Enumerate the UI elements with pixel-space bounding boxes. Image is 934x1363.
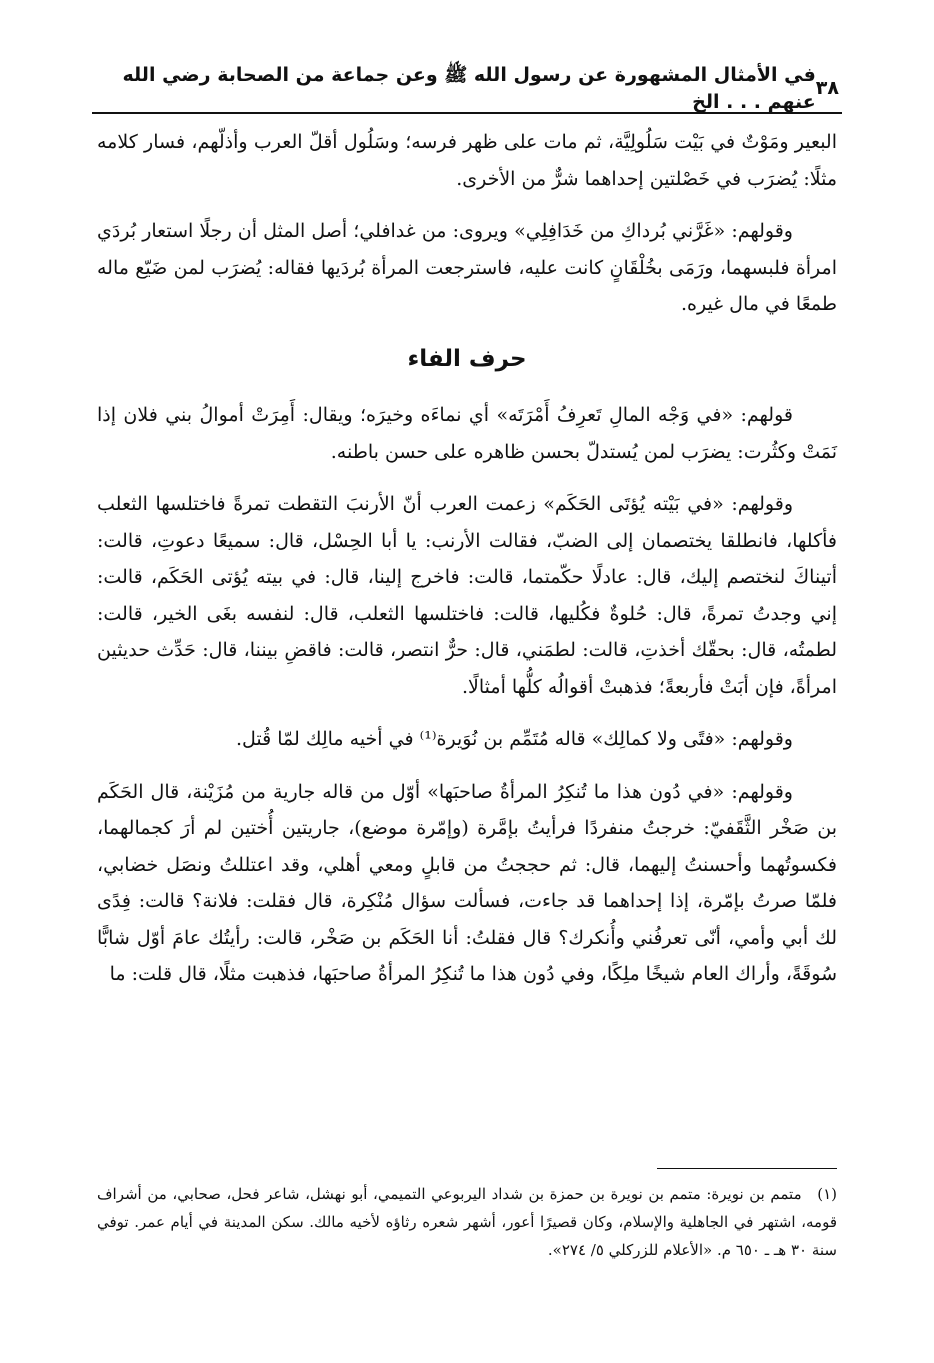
section-title: حرف الفاء bbox=[407, 345, 527, 372]
page-number: ٣٨ bbox=[815, 77, 839, 99]
paragraph: وقولهم: «في دُون هذا ما تُنكِرُ المرأةُ صاحبَها» أوّل من قاله جارية من مُزَيْنة، قال الحَكَم بن صَخْر الثَّقَفيّ: خرجتُ منفردًا فرأيتُ بإمَّرة (وإمّرة موضع)، جاريتين أُختين لم أرَ كجمالهما، فكسوتُهما وأحسنتُ إليهما، قال: ثم حججتُ من قابلٍ ومعي أهلي، وقد اعتللتُ ونصَل خضابي، فلمّا صرتُ بإمّرة، إذا إحداهما قد جاءت، فسألت سؤال مُنْكِرة، قال فقلت: فلانة؟ قالت: فِدًى لك أبي وأمي، أنّى تعرفُني وأُنكرك؟ قال فقلتُ: أنا الحَكَم بن صَخْر، قالت: رأيتُك عامَ أوّل شابًّا سُوقَةً، وأراك العام شيخًا ملِكًا، وفي دُون هذا ما تُنكِرُ المرأةُ صاحبَها، فذهبت مثلًا، قال قلت: ما bbox=[97, 780, 837, 985]
paragraph: وقولهم: «في بَيْته يُؤتَى الحَكَم» زعمت العرب أنّ الأرنبَ التقطت تمرةً فاختلسها الثعلب فأكلها، فانطلقا يختصمان إلى الضبّ، فقالت الأرنب: يا أبا الحِسْل، قال: سميعًا دعوتِ، قالت: أتيناكَ لنختصم إليك، قال: عادلًا حكّمتما، قالت: فاخرج إلينا، قال: في بيته يُؤتى الحَكَم، قالت: إني وجدتُ تمرةً، قال: حُلوةٌ فكُليها، قالت: فاختلسها الثعلب، قال: لنفسه بغَى الخير، قالت: لطمتُه، قال: بحقّك أخذتِ، قالت: لطمَني، قال: حرٌّ انتصر، قالت: فاقضِ بيننا، قال: حَدِّث حديثين امرأةً، فإن أبَتْ فأربعةً؛ فذهبتْ أقوالُه كلُّها أمثالًا. bbox=[97, 493, 837, 698]
footnote-number: (١) bbox=[817, 1185, 837, 1203]
header-divider bbox=[92, 112, 842, 114]
paragraph: وقولهم: «فتًى ولا كمالِك» قاله مُتَمِّم بن نُوَيرة⁽¹⁾ في أخيه مالِك لمّا قُتل. bbox=[235, 728, 793, 750]
paragraph: وقولهم: «غَرَّني بُرداكِ من خَدَافِلِي» ويروى: من غدافلي؛ أصل المثل أن رجلًا استعار بُردَي امرأة فلبسهما، ورَمَى بخُلْقَانٍ كانت عليه، فاسترجعت المرأة بُردَيها فقاله: يُضرَب لمن ضَيّع ماله طمعًا في مال غيره. bbox=[97, 220, 837, 315]
footnote bbox=[97, 1180, 837, 1264]
paragraph: البعير ومَوْتٌ في بَيْت سَلُولِيَّة، ثم مات على ظهر فرسه؛ وسَلُول أقلّ العرب وأذلّهم، فسار كلامه مثلًا: يُضرَب في خَصْلتين إحداهما شرٌّ من الأخرى. bbox=[97, 131, 837, 190]
page-body bbox=[97, 124, 837, 1009]
footnote-divider bbox=[657, 1168, 837, 1169]
paragraph: قولهم: «في وَجْه المالِ تَعرِفُ أَمْرَتَه» أي نماءَه وخيرَه؛ ويقال: أَمِرَتْ أموالُ بني فلان إذا نَمَتْ وكثُرت: يضرَب لمن يُستدلّ بحسن ظاهره على حسن باطنه. bbox=[97, 404, 837, 463]
running-title: في الأمثال المشهورة عن رسول الله ﷺ وعن جماعة من الصحابة رضي الله عنهم . . . الخ bbox=[122, 64, 816, 113]
page-header bbox=[95, 64, 839, 113]
footnote-text: متمم بن نويرة: متمم بن نويرة بن حمزة بن شداد اليربوعي التميمي، أبو نهشل، شاعر فحل، صحابي، من أشراف قومه، اشتهر في الجاهلية والإسلام، وكان قصيرًا أعور، أشهر شعره رثاؤه لأخيه مالك. سكن المدينة في أيام عمر. توفي سنة ٣٠ هـ ـ ٦٥٠ م. «الأعلام للزركلي ٥/ ٢٧٤». bbox=[97, 1185, 837, 1259]
